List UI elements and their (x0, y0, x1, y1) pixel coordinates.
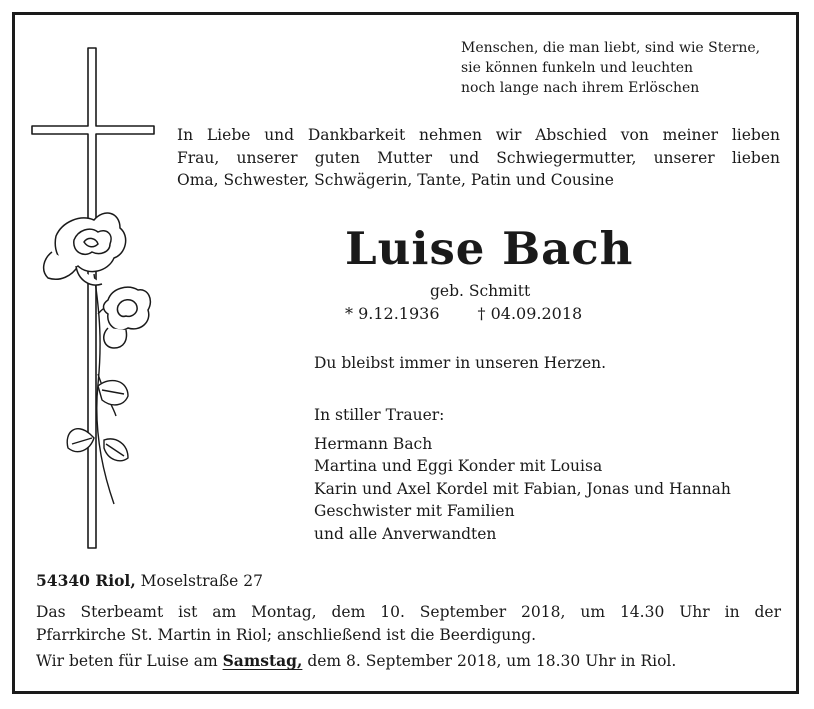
deceased-name: Luise Bach (345, 222, 634, 275)
service-line: Pfarrkirche St. Martin in Riol; anschließend ist die Beerdigung. (36, 625, 537, 644)
cross-with-roses-icon (28, 44, 178, 554)
intro-line: Frau, unserer guten Mutter und Schwiegermutter, unserer lieben (177, 148, 780, 167)
prayer-text-after: dem 8. September 2018, um 18.30 Uhr in Riol. (302, 652, 677, 670)
mourner-name: Martina und Eggi Konder mit Louisa (314, 457, 603, 475)
quote-line: noch lange nach ihrem Erlöschen (461, 80, 700, 96)
maiden-name: geb. Schmitt (430, 282, 531, 300)
life-dates (345, 304, 582, 323)
prayer-day: Samstag, (222, 651, 303, 670)
intro-line: In Liebe und Dankbarkeit nehmen wir Abschied von meiner lieben (177, 126, 780, 144)
mourner-name: Geschwister mit Familien (314, 502, 515, 520)
address-postal-city: 54340 Riol, (36, 571, 136, 590)
memorial-line: Du bleibst immer in unseren Herzen. (314, 354, 607, 372)
mourners-block (314, 404, 731, 545)
address-street: Moselstraße 27 (140, 572, 263, 590)
birth-date: * 9.12.1936 (345, 304, 440, 323)
quote-line: Menschen, die man liebt, sind wie Sterne, (461, 40, 761, 56)
quote-block (461, 38, 791, 98)
prayer-info (36, 651, 676, 670)
mourners-heading: In stiller Trauer: (314, 406, 445, 424)
service-info (36, 601, 781, 646)
intro-text (177, 124, 780, 192)
address (36, 571, 263, 590)
death-date: † 04.09.2018 (477, 304, 583, 323)
quote-line: sie können funkeln und leuchten (461, 60, 694, 76)
mourner-name: Karin und Axel Kordel mit Fabian, Jonas und Hannah (314, 479, 731, 498)
intro-line: Oma, Schwester, Schwägerin, Tante, Patin und Cousine (177, 171, 614, 189)
prayer-text-before: Wir beten für Luise am (36, 652, 223, 670)
service-line: Das Sterbeamt ist am Montag, dem 10. September 2018, um 14.30 Uhr in der (36, 603, 781, 621)
mourner-name: und alle Anverwandten (314, 524, 497, 543)
mourner-name: Hermann Bach (314, 434, 433, 453)
